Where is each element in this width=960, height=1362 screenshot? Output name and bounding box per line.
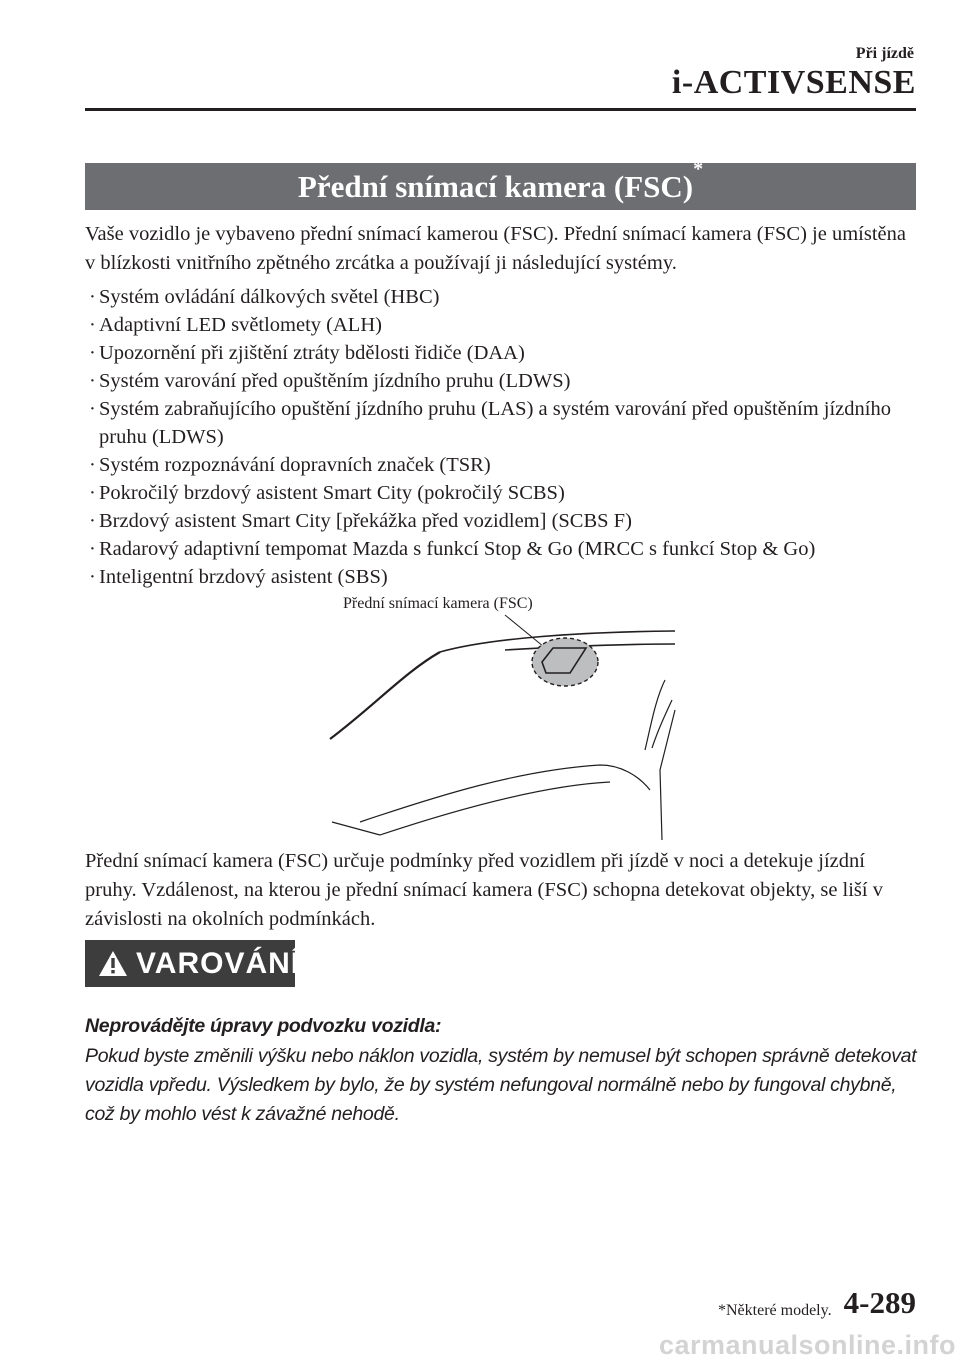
watermark: carmanualsonline.info — [658, 1330, 956, 1360]
detection-paragraph: Přední snímací kamera (FSC) určuje podmínky před vozidlem při jízdě v noci a detekuje jízdní pruhy. Vzdálenost, na kterou je přední snímací kamera (FSC) schopna detekovat objekty, se liší v závislosti na okolních podmínkách. — [85, 850, 883, 930]
bullet-icon: · — [89, 538, 96, 560]
list-item-text: Adaptivní LED světlomety (ALH) — [99, 314, 382, 336]
windshield-left-pillar — [330, 652, 440, 739]
bullet-icon: · — [89, 342, 96, 364]
dashboard-line — [380, 782, 610, 835]
list-item — [85, 339, 920, 367]
list-item — [85, 395, 920, 451]
list-item — [85, 311, 920, 339]
warning-heading: Neprovádějte úpravy podvozku vozidla: — [85, 1015, 442, 1037]
intro-paragraph: Vaše vozidlo je vybaveno přední snímací kamerou (FSC). Přední snímací kamera (FSC) je umístěna v blízkosti vnitřního zpětného zrcátka a používají ji následující systémy. — [85, 223, 906, 274]
list-item-text: Upozornění při zjištění ztráty bdělosti řidiče (DAA) — [99, 342, 525, 364]
bullet-icon: · — [89, 454, 96, 476]
bullet-icon: · — [89, 370, 96, 392]
list-item — [85, 507, 920, 535]
warning-body: Pokud byste změnili výšku nebo náklon vozidla, systém by nemusel být schopen správně detekovat vozidla vpředu. Výsledkem by bylo, že by systém nefungoval normálně nebo by fungoval chybně, což by mohlo vést k závažné nehodě. — [85, 1045, 917, 1125]
page-number: 4-289 — [843, 1285, 916, 1320]
warning-label: VAROVÁNÍ — [136, 947, 301, 980]
bullet-icon: · — [89, 510, 96, 532]
list-item — [85, 451, 920, 479]
bullet-icon: · — [89, 482, 96, 504]
optional-equipment-mark: * — [693, 158, 704, 180]
list-item — [85, 367, 920, 395]
bullet-icon: · — [89, 314, 96, 336]
bullet-icon: · — [89, 566, 96, 588]
section-title-bar — [85, 158, 916, 210]
list-item — [85, 563, 920, 591]
mirror-line — [660, 710, 675, 840]
header-divider — [85, 108, 916, 111]
list-item-text: Pokročilý brzdový asistent Smart City (pokročilý SCBS) — [99, 482, 565, 504]
list-item-text: Systém ovládání dálkových světel (HBC) — [99, 286, 440, 308]
hood-line — [332, 822, 380, 835]
bullet-icon: · — [89, 398, 96, 420]
list-item — [85, 283, 920, 311]
figure-callout-label: Přední snímací kamera (FSC) — [343, 595, 533, 612]
systems-list — [85, 283, 920, 591]
warning-label-box — [85, 940, 301, 987]
list-item — [85, 479, 920, 507]
header-chapter-title: i-ACTIVSENSE — [671, 64, 916, 101]
list-item — [85, 535, 920, 563]
list-item-text: Systém rozpoznávání dopravních značek (TSR) — [99, 454, 491, 476]
windshield-camera-illustration — [320, 590, 690, 840]
list-item-text: Systém varování před opuštěním jízdního pruhu (LDWS) — [99, 370, 571, 392]
warning-triangle-icon — [98, 950, 128, 977]
dashboard-curve — [360, 765, 650, 822]
list-item-text: Systém zabraňujícího opuštění jízdního pruhu (LAS) a systém varování před opuštěním jízdního pruhu (LDWS) — [99, 398, 891, 448]
section-title: Přední snímací kamera (FSC) — [297, 169, 694, 204]
footnote: *Některé modely. — [718, 1302, 832, 1319]
list-item-text: Radarový adaptivní tempomat Mazda s funkcí Stop & Go (MRCC s funkcí Stop & Go) — [99, 538, 816, 560]
bullet-icon: · — [89, 286, 96, 308]
list-item-text: Inteligentní brzdový asistent (SBS) — [99, 566, 388, 588]
list-item-text: Brzdový asistent Smart City [překážka před vozidlem] (SCBS F) — [99, 510, 632, 532]
header-section: Při jízdě — [855, 45, 914, 62]
